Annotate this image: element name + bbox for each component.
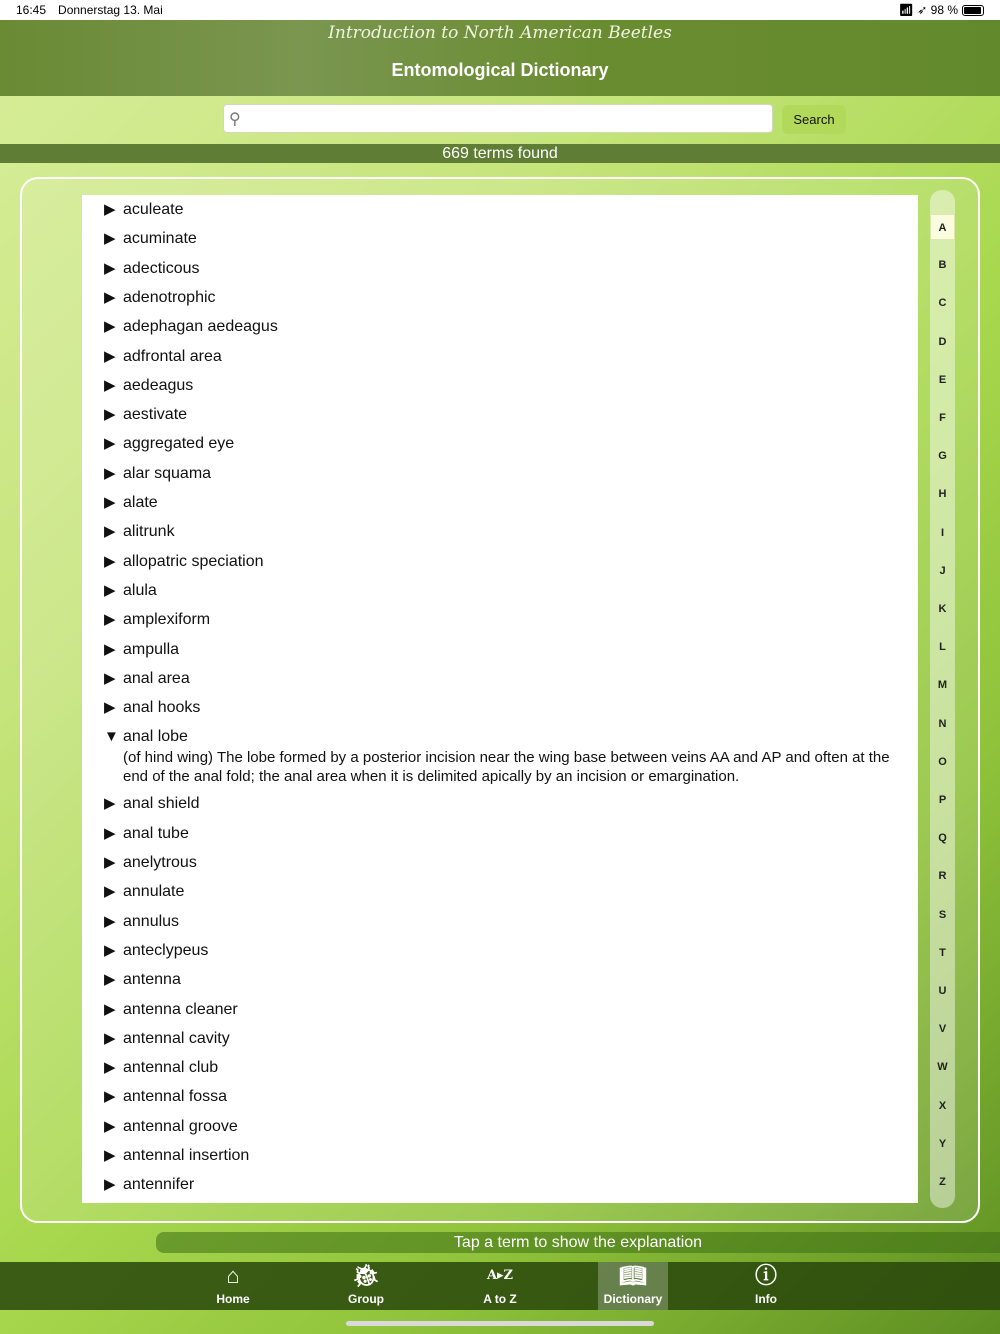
- tab-a-to-z[interactable]: [465, 1262, 535, 1310]
- triangle-right-icon: ▶: [104, 1088, 116, 1106]
- index-letter-c[interactable]: C: [938, 297, 947, 310]
- term-label: annulate: [123, 883, 185, 901]
- search-icon: ⚲: [229, 111, 241, 128]
- list-item[interactable]: [82, 433, 918, 455]
- term-label: alar squama: [123, 464, 212, 482]
- list-item[interactable]: [82, 639, 918, 661]
- triangle-right-icon: ▶: [104, 435, 116, 453]
- battery-icon: [962, 5, 984, 16]
- result-count: 669 terms found: [0, 144, 1000, 163]
- index-letter-a[interactable]: A: [930, 214, 955, 240]
- index-letter-u[interactable]: U: [938, 985, 947, 997]
- term-label: alula: [123, 581, 157, 599]
- term-list[interactable]: [82, 195, 918, 1203]
- term-label: acuminate: [123, 230, 197, 248]
- hint-text: Tap a term to show the explanation: [156, 1232, 1000, 1253]
- triangle-right-icon: ▶: [104, 1147, 116, 1164]
- index-letter-y[interactable]: Y: [938, 1137, 947, 1150]
- list-item[interactable]: [82, 228, 918, 250]
- list-item[interactable]: [82, 1145, 918, 1167]
- list-item[interactable]: [82, 969, 918, 991]
- triangle-right-icon: ▶: [104, 971, 116, 989]
- triangle-right-icon: ▶: [104, 640, 116, 658]
- triangle-right-icon: ▶: [104, 259, 116, 277]
- triangle-right-icon: ▶: [104, 1176, 116, 1194]
- index-letter-x[interactable]: X: [938, 1099, 947, 1112]
- page-title: Entomological Dictionary: [391, 60, 609, 80]
- triangle-right-icon: ▶: [104, 406, 116, 424]
- list-item[interactable]: [82, 463, 918, 485]
- term-label: alitrunk: [123, 523, 175, 541]
- list-item[interactable]: [82, 823, 918, 845]
- tab-group[interactable]: [331, 1262, 401, 1310]
- index-letter-z[interactable]: Z: [939, 1176, 946, 1188]
- tab-info[interactable]: [731, 1262, 801, 1310]
- triangle-right-icon: ▶: [104, 611, 116, 629]
- list-item[interactable]: [82, 940, 918, 962]
- list-item[interactable]: [82, 1057, 918, 1079]
- clock: 16:45: [16, 3, 47, 17]
- list-item[interactable]: [82, 375, 918, 397]
- tab-dictionary[interactable]: [598, 1262, 668, 1310]
- index-letter-r[interactable]: R: [938, 870, 947, 883]
- search-input[interactable]: [223, 104, 773, 133]
- tab-label: A to Z: [483, 1292, 517, 1306]
- index-letter-q[interactable]: Q: [938, 832, 947, 845]
- triangle-right-icon: ▶: [104, 376, 116, 394]
- triangle-right-icon: ▶: [104, 581, 116, 599]
- search-button[interactable]: Search: [782, 105, 846, 134]
- date: Donnerstag 13. Mai: [58, 3, 163, 17]
- index-letter-e[interactable]: E: [938, 373, 947, 386]
- beetle-icon: 🐞︎: [352, 1263, 380, 1288]
- home-icon: ⌂: [226, 1263, 240, 1288]
- term-label: alate: [123, 494, 158, 511]
- index-letter-i[interactable]: I: [940, 526, 945, 539]
- index-letter-f[interactable]: F: [939, 412, 946, 424]
- term-label: adecticous: [123, 259, 200, 277]
- triangle-right-icon: ▶: [104, 523, 116, 541]
- triangle-right-icon: ▶: [104, 912, 116, 930]
- status-bar: [0, 0, 1000, 20]
- battery-percent: 98 %: [930, 3, 958, 17]
- triangle-right-icon: ▶: [104, 883, 116, 901]
- term-label: anal hooks: [123, 699, 201, 717]
- triangle-right-icon: ▶: [104, 494, 116, 511]
- term-label: aedeagus: [123, 376, 194, 394]
- list-item[interactable]: [82, 911, 918, 933]
- header: [0, 20, 1000, 96]
- list-item[interactable]: [82, 287, 918, 309]
- list-item[interactable]: [82, 881, 918, 903]
- home-indicator[interactable]: [346, 1321, 654, 1326]
- list-item[interactable]: [82, 258, 918, 280]
- term-label: antennal cavity: [123, 1029, 230, 1047]
- term-label: ampulla: [123, 640, 180, 658]
- index-letter-n[interactable]: N: [938, 717, 947, 730]
- term-label: anelytrous: [123, 854, 197, 871]
- term-label: anal lobe: [123, 728, 188, 746]
- triangle-right-icon: ▶: [104, 347, 116, 365]
- index-letter-b[interactable]: B: [938, 259, 947, 272]
- list-item[interactable]: [82, 1174, 918, 1196]
- term-label: antennal fossa: [123, 1088, 228, 1106]
- index-letter-s[interactable]: S: [938, 908, 947, 921]
- index-letter-w[interactable]: W: [937, 1061, 948, 1074]
- tab-bar: [0, 1262, 1000, 1310]
- list-item[interactable]: [82, 404, 918, 426]
- list-item[interactable]: [82, 521, 918, 543]
- index-letter-j[interactable]: J: [939, 564, 946, 577]
- list-item[interactable]: [82, 1086, 918, 1108]
- list-item[interactable]: [82, 999, 918, 1021]
- tab-home[interactable]: [198, 1262, 268, 1310]
- list-item[interactable]: [82, 609, 918, 631]
- wifi-icon: 📶︎: [898, 3, 914, 17]
- alphabet-index[interactable]: [930, 190, 955, 1208]
- term-label: adephagan aedeagus: [123, 318, 278, 336]
- index-letter-d[interactable]: D: [938, 335, 947, 348]
- list-item[interactable]: [82, 1028, 918, 1050]
- list-item[interactable]: [82, 668, 918, 690]
- index-letter-p[interactable]: P: [938, 794, 947, 806]
- list-item[interactable]: [82, 580, 918, 602]
- a-to-z-icon: A▸Z: [486, 1268, 514, 1283]
- triangle-right-icon: ▶: [104, 230, 116, 248]
- term-label: antenna: [123, 971, 181, 989]
- term-label: anal area: [123, 669, 190, 687]
- tab-label: Home: [216, 1292, 250, 1306]
- list-item[interactable]: [82, 1116, 918, 1138]
- index-letter-v[interactable]: V: [938, 1023, 947, 1036]
- term-label: aggregated eye: [123, 435, 235, 453]
- triangle-right-icon: ▶: [104, 288, 116, 306]
- term-label: antennal club: [123, 1059, 219, 1077]
- list-item[interactable]: [82, 492, 918, 514]
- term-label: adfrontal area: [123, 347, 222, 365]
- index-letter-o[interactable]: O: [938, 755, 947, 768]
- term-label: anal shield: [123, 795, 200, 813]
- term-label: anal tube: [123, 824, 189, 842]
- triangle-right-icon: ▶: [104, 699, 116, 717]
- triangle-right-icon: ▶: [104, 1000, 116, 1018]
- triangle-right-icon: ▶: [104, 1029, 116, 1047]
- app-subtitle: Introduction to North American Beetles: [328, 23, 672, 43]
- index-letter-k[interactable]: K: [938, 603, 947, 615]
- triangle-right-icon: ▶: [104, 201, 116, 218]
- term-label: antennal groove: [123, 1117, 238, 1135]
- location-icon: ➶: [917, 3, 928, 17]
- term-label: antenna cleaner: [123, 1000, 238, 1018]
- term-label: antennifer: [123, 1176, 195, 1194]
- tab-label: Group: [348, 1292, 384, 1306]
- term-label: anteclypeus: [123, 941, 209, 959]
- triangle-right-icon: ▶: [104, 824, 116, 842]
- triangle-down-icon: ▼: [104, 728, 119, 746]
- index-letter-h[interactable]: H: [938, 488, 947, 501]
- list-item[interactable]: [82, 697, 918, 719]
- term-label: adenotrophic: [123, 288, 216, 306]
- info-icon: ⓘ: [754, 1263, 777, 1288]
- triangle-right-icon: ▶: [104, 669, 116, 687]
- list-item[interactable]: [82, 199, 918, 221]
- term-label: antennal insertion: [123, 1147, 250, 1164]
- triangle-right-icon: ▶: [104, 552, 116, 570]
- tab-label: Dictionary: [603, 1292, 663, 1306]
- term-label: aculeate: [123, 201, 184, 218]
- triangle-right-icon: ▶: [104, 318, 116, 336]
- triangle-right-icon: ▶: [104, 464, 116, 482]
- term-description: (of hind wing) The lobe formed by a posterior incision near the wing base between veins AA and AP and often at the end of the anal fold; the anal area when it is delimited apically by an incision or emargination.: [123, 749, 890, 786]
- term-label: allopatric speciation: [123, 552, 264, 570]
- term-label: aestivate: [123, 406, 188, 424]
- index-letter-m[interactable]: M: [937, 679, 948, 692]
- triangle-right-icon: ▶: [104, 1117, 116, 1135]
- list-item[interactable]: [82, 346, 918, 368]
- triangle-right-icon: ▶: [104, 795, 116, 813]
- term-label: annulus: [123, 912, 180, 930]
- list-item[interactable]: [82, 551, 918, 573]
- term-label: amplexiform: [123, 611, 211, 629]
- list-item[interactable]: [82, 793, 918, 815]
- list-item[interactable]: [82, 726, 918, 748]
- book-icon: 📖︎: [619, 1263, 647, 1288]
- tab-label: Info: [755, 1292, 777, 1306]
- triangle-right-icon: ▶: [104, 854, 116, 871]
- triangle-right-icon: ▶: [104, 941, 116, 959]
- index-letter-l[interactable]: L: [939, 641, 946, 654]
- index-letter-g[interactable]: G: [938, 450, 947, 463]
- index-letter-t[interactable]: T: [939, 946, 946, 959]
- triangle-right-icon: ▶: [104, 1059, 116, 1077]
- list-item[interactable]: [82, 316, 918, 338]
- list-item[interactable]: [82, 852, 918, 874]
